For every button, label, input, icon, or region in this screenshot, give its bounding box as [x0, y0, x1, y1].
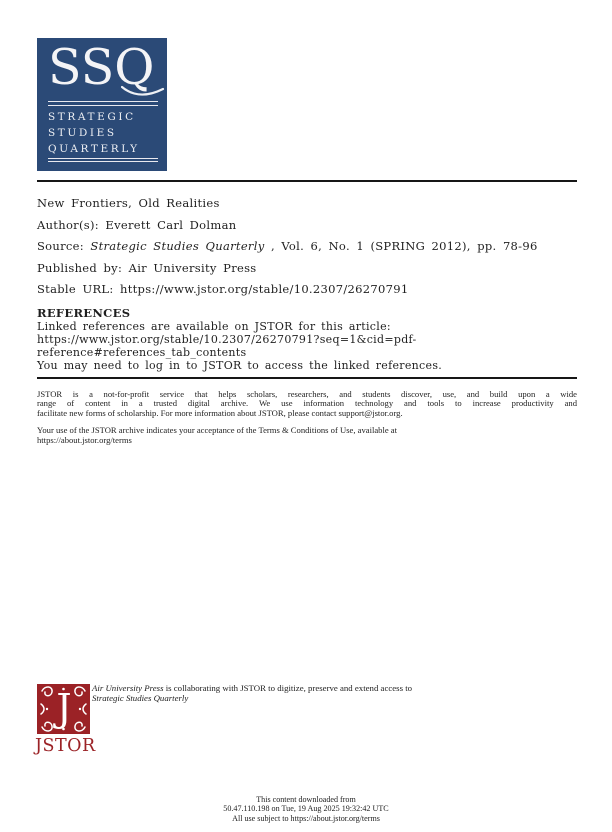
boilerplate-paragraph-1	[37, 390, 577, 418]
stable-url-label: Stable URL:	[37, 282, 120, 296]
horizontal-rule-top	[37, 180, 577, 182]
journal-name-line: STRATEGIC	[48, 111, 136, 123]
publisher-name: Air University Press	[128, 260, 257, 275]
logo-divider	[48, 158, 158, 159]
horizontal-rule-middle	[37, 377, 577, 379]
stamp-line-2: 50.47.110.198 on Tue, 19 Aug 2025 19:32:42 UTC	[223, 804, 389, 814]
author-label: Author(s):	[37, 217, 106, 232]
source-label: Source:	[37, 239, 91, 253]
stamp-line-3: All use subject to https://about.jstor.org/terms	[232, 813, 380, 823]
collaboration-note	[92, 684, 532, 704]
svg-text:J: J	[56, 686, 72, 730]
journal-name	[48, 109, 140, 157]
stamp-line-1: This content downloaded from	[256, 795, 356, 804]
references-note: You may need to log in to JSTOR to access the linked references.	[37, 359, 443, 372]
stable-url-link[interactable]: https://www.jstor.org/stable/10.2307/26270791	[119, 282, 409, 296]
jstor-wordmark: JSTOR	[35, 736, 96, 756]
journal-name-line: STUDIES	[48, 127, 117, 139]
collab-text: is collaborating with JSTOR to digitize, preserve and extend access to	[163, 683, 413, 693]
source-journal: Strategic Studies Quarterly	[90, 239, 265, 253]
journal-acronym: SSQ	[48, 39, 155, 96]
q-swash-icon	[121, 85, 165, 100]
jstor-boilerplate	[37, 390, 577, 445]
boilerplate-paragraph-2	[37, 426, 577, 445]
author-name: Everett Carl Dolman	[105, 217, 237, 232]
published-line	[37, 258, 597, 280]
journal-name-line: QUARTERLY	[48, 143, 140, 155]
stable-url-line	[37, 279, 597, 301]
references-intro: Linked references are available on JSTOR for this article:	[37, 320, 391, 333]
logo-divider	[48, 101, 158, 102]
source-details: , Vol. 6, No. 1 (SPRING 2012), pp. 78-96	[264, 239, 538, 253]
article-metadata	[37, 193, 597, 301]
download-stamp	[0, 795, 612, 823]
references-heading: REFERENCES	[37, 306, 131, 320]
references-section	[37, 307, 597, 372]
boilerplate-line: facilitate new forms of scholarship. For more information about JSTOR, please contact support@jstor.org.	[37, 407, 403, 418]
journal-logo	[37, 38, 167, 171]
author-line	[37, 215, 597, 237]
boilerplate-line: range of content in a trusted digital archive. We use information technology and tools to increase productivity and	[37, 398, 577, 409]
jstor-logo-icon	[37, 684, 90, 734]
source-line	[37, 236, 597, 258]
logo-divider	[48, 105, 158, 106]
boilerplate-line: JSTOR is a not-for-profit service that helps scholars, researchers, and students discover, use, and build upon a wide	[37, 389, 577, 399]
article-title: New Frontiers, Old Realities	[37, 196, 220, 210]
terms-url-link[interactable]: https://about.jstor.org/terms	[37, 434, 132, 445]
published-label: Published by:	[37, 260, 129, 275]
references-url-line2[interactable]: reference#references_tab_contents	[37, 346, 247, 359]
references-url-line1[interactable]: https://www.jstor.org/stable/10.2307/26270791?seq=1&cid=pdf-	[37, 333, 417, 346]
logo-divider	[48, 161, 158, 162]
collab-journal: Strategic Studies Quarterly	[92, 692, 189, 703]
collab-publisher: Air University Press	[92, 683, 164, 693]
terms-line: Your use of the JSTOR archive indicates your acceptance of the Terms & Conditions of Use, available at	[37, 425, 398, 436]
